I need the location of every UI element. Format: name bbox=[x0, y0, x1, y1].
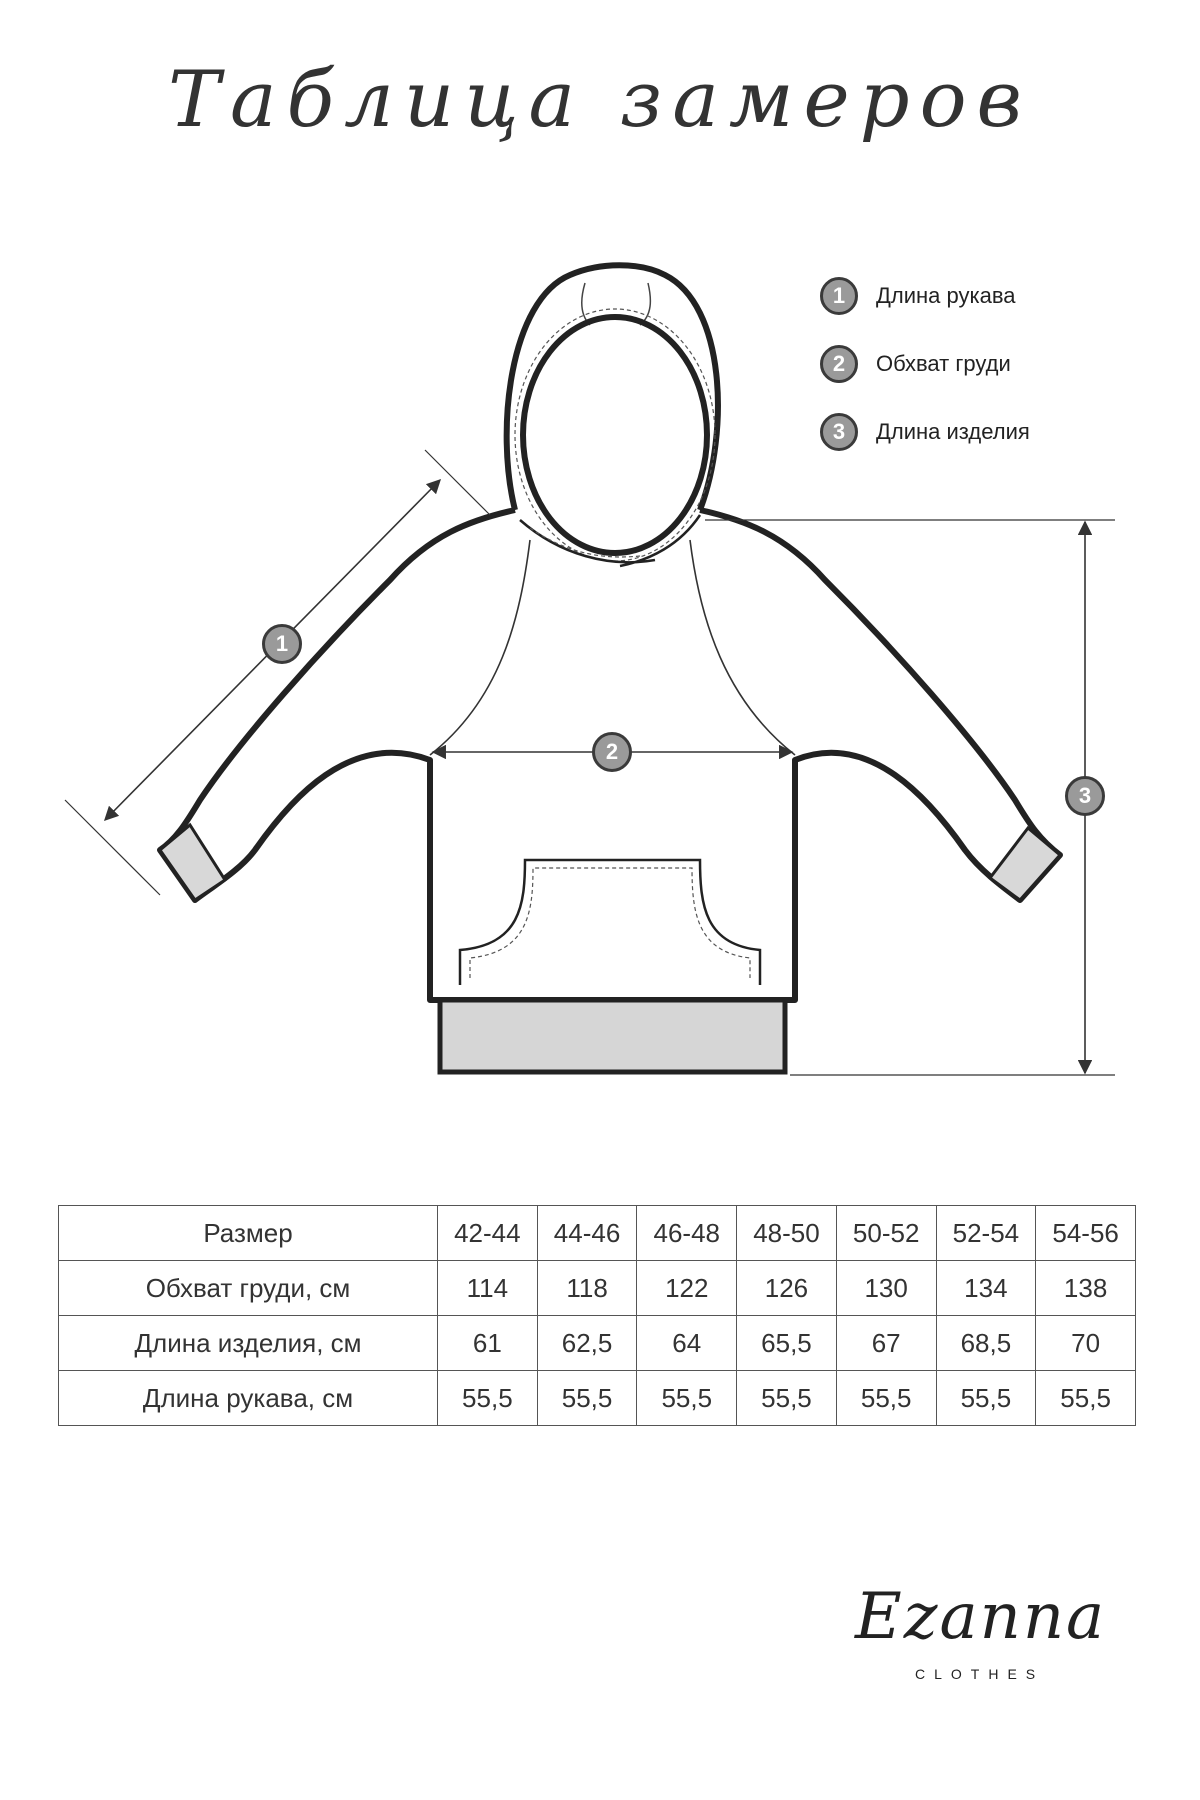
size-header: 48-50 bbox=[737, 1206, 837, 1261]
row-label: Длина изделия, см bbox=[59, 1316, 438, 1371]
table-cell: 130 bbox=[836, 1261, 936, 1316]
table-cell: 62,5 bbox=[537, 1316, 637, 1371]
table-cell: 118 bbox=[537, 1261, 637, 1316]
legend-number: 3 bbox=[820, 413, 858, 451]
size-header: 50-52 bbox=[836, 1206, 936, 1261]
kangaroo-pocket bbox=[460, 860, 760, 985]
table-cell: 67 bbox=[836, 1316, 936, 1371]
table-cell: 126 bbox=[737, 1261, 837, 1316]
legend-label: Длина изделия bbox=[876, 419, 1030, 444]
size-header: 46-48 bbox=[637, 1206, 737, 1261]
legend-label: Обхват груди bbox=[876, 351, 1011, 376]
size-header: 44-46 bbox=[537, 1206, 637, 1261]
brand-logo bbox=[855, 1580, 1135, 1700]
legend-number: 1 bbox=[820, 277, 858, 315]
right-cuff bbox=[990, 828, 1060, 900]
row-label: Обхват груди, см bbox=[59, 1261, 438, 1316]
size-header: 52-54 bbox=[936, 1206, 1036, 1261]
hem-band bbox=[440, 1000, 785, 1072]
legend-label: Длина рукава bbox=[876, 283, 1016, 308]
table-cell: 122 bbox=[637, 1261, 737, 1316]
table-cell: 55,5 bbox=[737, 1371, 837, 1426]
table-cell: 55,5 bbox=[836, 1371, 936, 1426]
table-row bbox=[59, 1371, 1136, 1426]
table-cell: 65,5 bbox=[737, 1316, 837, 1371]
table-cell: 70 bbox=[1036, 1316, 1136, 1371]
legend-item bbox=[820, 275, 1030, 317]
chest-marker: 2 bbox=[592, 732, 632, 772]
legend-item bbox=[820, 411, 1030, 453]
size-table bbox=[58, 1205, 1136, 1426]
table-cell: 55,5 bbox=[936, 1371, 1036, 1426]
table-cell: 61 bbox=[438, 1316, 538, 1371]
table-cell: 134 bbox=[936, 1261, 1036, 1316]
table-cell: 114 bbox=[438, 1261, 538, 1316]
table-cell: 55,5 bbox=[637, 1371, 737, 1426]
legend bbox=[820, 275, 1030, 479]
sleeve-marker: 1 bbox=[262, 624, 302, 664]
hood-outline bbox=[507, 265, 718, 510]
legend-number: 2 bbox=[820, 345, 858, 383]
table-cell: 55,5 bbox=[1036, 1371, 1136, 1426]
table-cell: 55,5 bbox=[537, 1371, 637, 1426]
table-header-row bbox=[59, 1206, 1136, 1261]
legend-item bbox=[820, 343, 1030, 385]
face-opening bbox=[523, 317, 707, 553]
logo-subtitle: CLOTHES bbox=[915, 1666, 1045, 1682]
table-cell: 64 bbox=[637, 1316, 737, 1371]
size-header: 42-44 bbox=[438, 1206, 538, 1261]
table-row bbox=[59, 1261, 1136, 1316]
page-title: Таблица замеров bbox=[168, 55, 1032, 145]
logo-name: Ezanna bbox=[855, 1580, 1107, 1654]
table-cell: 138 bbox=[1036, 1261, 1136, 1316]
length-marker: 3 bbox=[1065, 776, 1105, 816]
table-cell: 68,5 bbox=[936, 1316, 1036, 1371]
table-row bbox=[59, 1316, 1136, 1371]
table-cell: 55,5 bbox=[438, 1371, 538, 1426]
table-header-label: Размер bbox=[59, 1206, 438, 1261]
row-label: Длина рукава, см bbox=[59, 1371, 438, 1426]
size-header: 54-56 bbox=[1036, 1206, 1136, 1261]
